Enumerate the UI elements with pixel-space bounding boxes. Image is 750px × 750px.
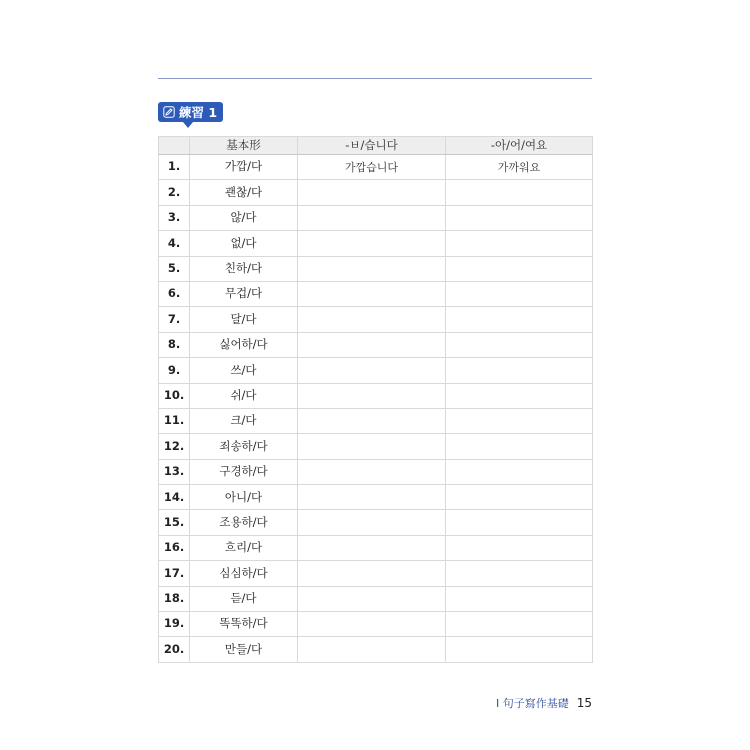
polite-answer-cell[interactable] <box>446 332 593 357</box>
table-row <box>159 561 593 586</box>
row-number: 18. <box>159 586 190 611</box>
header-number <box>159 137 190 155</box>
header-base-form: 基本形 <box>190 137 298 155</box>
polite-answer-cell[interactable] <box>446 307 593 332</box>
formal-answer-cell[interactable] <box>298 231 446 256</box>
formal-answer-cell[interactable] <box>298 307 446 332</box>
base-form-cell: 흐리/다 <box>190 535 298 560</box>
table-row <box>159 281 593 306</box>
row-number: 15. <box>159 510 190 535</box>
polite-answer-cell[interactable] <box>446 256 593 281</box>
base-form-cell: 없/다 <box>190 231 298 256</box>
page-number: 15 <box>576 696 592 710</box>
row-number: 16. <box>159 535 190 560</box>
top-rule <box>158 78 592 79</box>
formal-answer-cell[interactable] <box>298 510 446 535</box>
polite-answer-cell[interactable] <box>446 510 593 535</box>
base-form-cell: 죄송하/다 <box>190 434 298 459</box>
row-number: 10. <box>159 383 190 408</box>
table-row <box>159 535 593 560</box>
table-row <box>159 332 593 357</box>
row-number: 17. <box>159 561 190 586</box>
table-row <box>159 383 593 408</box>
polite-answer-cell[interactable] <box>446 281 593 306</box>
table-row <box>159 586 593 611</box>
polite-answer-cell[interactable] <box>446 612 593 637</box>
row-number: 1. <box>159 155 190 180</box>
row-number: 2. <box>159 180 190 205</box>
polite-answer-cell[interactable] <box>446 561 593 586</box>
formal-answer-cell[interactable] <box>298 332 446 357</box>
formal-answer-cell[interactable] <box>298 459 446 484</box>
base-form-cell: 심심하/다 <box>190 561 298 586</box>
polite-answer-cell[interactable] <box>446 485 593 510</box>
formal-answer-cell[interactable] <box>298 612 446 637</box>
base-form-cell: 조용하/다 <box>190 510 298 535</box>
table-row <box>159 205 593 230</box>
table-row <box>159 612 593 637</box>
base-form-cell: 달/다 <box>190 307 298 332</box>
table-row <box>159 155 593 180</box>
base-form-cell: 구경하/다 <box>190 459 298 484</box>
polite-answer-cell[interactable] <box>446 535 593 560</box>
base-form-cell: 듣/다 <box>190 586 298 611</box>
footer-section: I 句子寫作基礎 <box>495 697 569 710</box>
row-number: 20. <box>159 637 190 662</box>
formal-answer-cell[interactable] <box>298 205 446 230</box>
table-row <box>159 256 593 281</box>
base-form-cell: 친하/다 <box>190 256 298 281</box>
header-formal-ending: -ㅂ/습니다 <box>298 137 446 155</box>
row-number: 9. <box>159 358 190 383</box>
polite-answer-cell[interactable] <box>446 637 593 662</box>
row-number: 12. <box>159 434 190 459</box>
formal-answer-cell[interactable] <box>298 434 446 459</box>
row-number: 8. <box>159 332 190 357</box>
base-form-cell: 쓰/다 <box>190 358 298 383</box>
formal-answer-cell[interactable] <box>298 485 446 510</box>
page-footer <box>496 695 592 711</box>
pencil-icon <box>163 106 175 118</box>
row-number: 13. <box>159 459 190 484</box>
base-form-cell: 괜찮/다 <box>190 180 298 205</box>
formal-answer-cell[interactable] <box>298 408 446 433</box>
formal-answer-cell[interactable] <box>298 358 446 383</box>
badge-tail <box>183 122 193 128</box>
polite-answer-cell[interactable] <box>446 358 593 383</box>
base-form-cell: 아니/다 <box>190 485 298 510</box>
formal-answer-cell[interactable] <box>298 383 446 408</box>
row-number: 11. <box>159 408 190 433</box>
row-number: 5. <box>159 256 190 281</box>
base-form-cell: 무겁/다 <box>190 281 298 306</box>
table-row <box>159 231 593 256</box>
base-form-cell: 싫어하/다 <box>190 332 298 357</box>
formal-answer-cell[interactable] <box>298 281 446 306</box>
formal-answer-cell[interactable] <box>298 637 446 662</box>
base-form-cell: 만들/다 <box>190 637 298 662</box>
base-form-cell: 않/다 <box>190 205 298 230</box>
formal-answer-cell[interactable] <box>298 535 446 560</box>
polite-answer-cell[interactable] <box>446 408 593 433</box>
table-row <box>159 358 593 383</box>
exercise-table <box>158 136 593 663</box>
exercise-label: 練習 1 <box>179 105 218 120</box>
header-polite-ending: -아/어/여요 <box>446 137 593 155</box>
formal-answer-cell[interactable] <box>298 586 446 611</box>
formal-answer-cell[interactable]: 가깝습니다 <box>298 155 446 180</box>
table-row <box>159 180 593 205</box>
row-number: 6. <box>159 281 190 306</box>
polite-answer-cell[interactable] <box>446 586 593 611</box>
base-form-cell: 가깝/다 <box>190 155 298 180</box>
table-row <box>159 434 593 459</box>
exercise-badge <box>158 102 223 122</box>
formal-answer-cell[interactable] <box>298 180 446 205</box>
table-row <box>159 637 593 662</box>
table-row <box>159 408 593 433</box>
table-header-row <box>159 137 593 155</box>
base-form-cell: 크/다 <box>190 408 298 433</box>
polite-answer-cell[interactable] <box>446 205 593 230</box>
polite-answer-cell[interactable] <box>446 231 593 256</box>
polite-answer-cell[interactable] <box>446 180 593 205</box>
polite-answer-cell[interactable] <box>446 434 593 459</box>
row-number: 7. <box>159 307 190 332</box>
row-number: 3. <box>159 205 190 230</box>
row-number: 19. <box>159 612 190 637</box>
base-form-cell: 똑똑하/다 <box>190 612 298 637</box>
table-row <box>159 459 593 484</box>
formal-answer-cell[interactable] <box>298 561 446 586</box>
polite-answer-cell[interactable]: 가까워요 <box>446 155 593 180</box>
formal-answer-cell[interactable] <box>298 256 446 281</box>
row-number: 14. <box>159 485 190 510</box>
table-row <box>159 307 593 332</box>
row-number: 4. <box>159 231 190 256</box>
table-row <box>159 510 593 535</box>
polite-answer-cell[interactable] <box>446 383 593 408</box>
base-form-cell: 쉬/다 <box>190 383 298 408</box>
polite-answer-cell[interactable] <box>446 459 593 484</box>
table-row <box>159 485 593 510</box>
